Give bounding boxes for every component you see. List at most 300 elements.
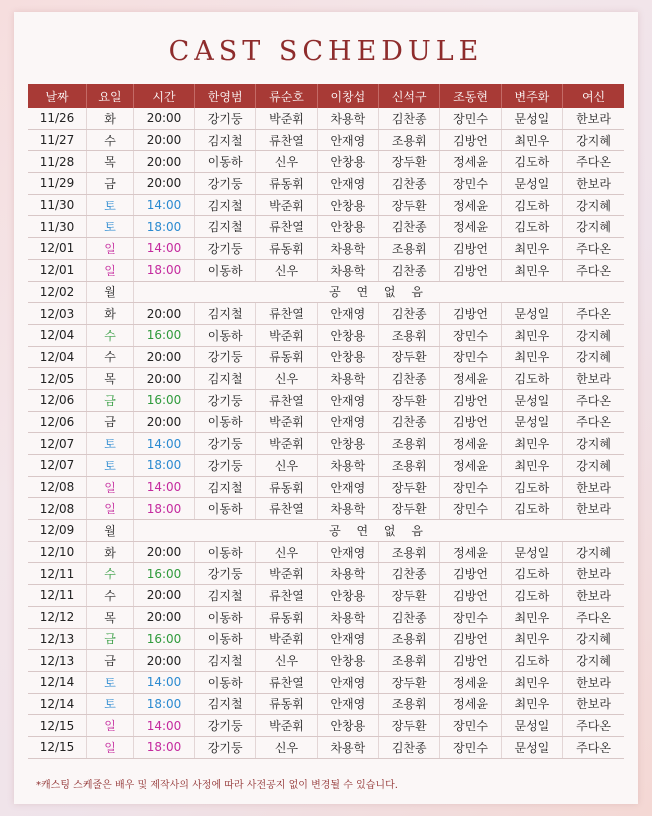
cast-cell: 이동하 bbox=[195, 324, 256, 346]
cast-cell: 김지철 bbox=[195, 476, 256, 498]
cast-cell: 문성일 bbox=[501, 389, 562, 411]
cast-cell: 김찬종 bbox=[379, 216, 440, 238]
cast-cell: 강지혜 bbox=[563, 324, 624, 346]
cast-cell: 차용학 bbox=[317, 368, 378, 390]
cast-cell: 박준휘 bbox=[256, 628, 317, 650]
cast-cell: 장두환 bbox=[379, 585, 440, 607]
cast-cell: 차용학 bbox=[317, 736, 378, 758]
date-cell: 12/01 bbox=[28, 238, 87, 260]
table-row bbox=[28, 194, 624, 216]
cast-cell: 안창용 bbox=[317, 715, 378, 737]
cast-cell: 장민수 bbox=[440, 108, 501, 129]
day-cell: 일 bbox=[87, 715, 134, 737]
cast-cell: 강지혜 bbox=[563, 455, 624, 477]
cast-cell: 강기둥 bbox=[195, 346, 256, 368]
cast-cell: 이동하 bbox=[195, 498, 256, 520]
cast-cell: 한보라 bbox=[563, 173, 624, 195]
day-cell: 토 bbox=[87, 671, 134, 693]
cast-cell: 강지혜 bbox=[563, 194, 624, 216]
cast-cell: 조용휘 bbox=[379, 433, 440, 455]
schedule-card bbox=[14, 12, 638, 804]
cast-cell: 류찬열 bbox=[256, 389, 317, 411]
cast-cell: 신우 bbox=[256, 650, 317, 672]
time-cell: 14:00 bbox=[134, 433, 195, 455]
cast-cell: 주다온 bbox=[563, 389, 624, 411]
table-row bbox=[28, 563, 624, 585]
cast-cell: 김방언 bbox=[440, 129, 501, 151]
cast-cell: 강지혜 bbox=[563, 216, 624, 238]
cast-cell: 안창용 bbox=[317, 433, 378, 455]
cast-cell: 문성일 bbox=[501, 303, 562, 325]
table-row bbox=[28, 628, 624, 650]
table-row bbox=[28, 650, 624, 672]
cast-cell: 김도하 bbox=[501, 476, 562, 498]
cast-cell: 류찬열 bbox=[256, 216, 317, 238]
no-show-cell: 공 연 없 음 bbox=[134, 281, 625, 303]
cast-cell: 김찬종 bbox=[379, 303, 440, 325]
cast-cell: 김도하 bbox=[501, 194, 562, 216]
table-row bbox=[28, 238, 624, 260]
date-cell: 12/08 bbox=[28, 498, 87, 520]
table-header-row bbox=[28, 84, 624, 108]
cast-cell: 김지철 bbox=[195, 129, 256, 151]
date-cell: 12/15 bbox=[28, 715, 87, 737]
time-cell: 20:00 bbox=[134, 585, 195, 607]
table-row bbox=[28, 606, 624, 628]
day-cell: 토 bbox=[87, 433, 134, 455]
time-cell: 16:00 bbox=[134, 563, 195, 585]
table-row bbox=[28, 715, 624, 737]
time-cell: 18:00 bbox=[134, 498, 195, 520]
table-row bbox=[28, 324, 624, 346]
cast-cell: 차용학 bbox=[317, 259, 378, 281]
cast-cell: 신우 bbox=[256, 151, 317, 173]
time-cell: 14:00 bbox=[134, 238, 195, 260]
cast-cell: 김도하 bbox=[501, 151, 562, 173]
cast-schedule-table bbox=[28, 84, 624, 759]
cast-cell: 강기둥 bbox=[195, 238, 256, 260]
cast-cell: 한보라 bbox=[563, 108, 624, 129]
cast-cell: 김도하 bbox=[501, 498, 562, 520]
time-cell: 20:00 bbox=[134, 129, 195, 151]
cast-cell: 정세윤 bbox=[440, 541, 501, 563]
table-row bbox=[28, 303, 624, 325]
cast-cell: 김방언 bbox=[440, 238, 501, 260]
day-cell: 목 bbox=[87, 368, 134, 390]
day-cell: 토 bbox=[87, 693, 134, 715]
cast-cell: 장민수 bbox=[440, 715, 501, 737]
cast-cell: 한보라 bbox=[563, 563, 624, 585]
cast-cell: 류찬열 bbox=[256, 498, 317, 520]
cast-cell: 안재영 bbox=[317, 541, 378, 563]
table-row bbox=[28, 411, 624, 433]
cast-cell: 강기둥 bbox=[195, 736, 256, 758]
time-cell: 20:00 bbox=[134, 346, 195, 368]
cast-cell: 문성일 bbox=[501, 108, 562, 129]
cast-cell: 김찬종 bbox=[379, 259, 440, 281]
day-cell: 일 bbox=[87, 476, 134, 498]
cast-cell: 김도하 bbox=[501, 650, 562, 672]
cast-cell: 조용휘 bbox=[379, 541, 440, 563]
cast-cell: 강기둥 bbox=[195, 563, 256, 585]
cast-cell: 류동휘 bbox=[256, 476, 317, 498]
time-cell: 14:00 bbox=[134, 715, 195, 737]
date-cell: 11/30 bbox=[28, 194, 87, 216]
time-cell: 16:00 bbox=[134, 628, 195, 650]
cast-cell: 안창용 bbox=[317, 151, 378, 173]
table-row bbox=[28, 281, 624, 303]
cast-cell: 차용학 bbox=[317, 108, 378, 129]
cast-cell: 안재영 bbox=[317, 411, 378, 433]
cast-cell: 최민우 bbox=[501, 259, 562, 281]
cast-cell: 차용학 bbox=[317, 238, 378, 260]
cast-cell: 강기둥 bbox=[195, 455, 256, 477]
date-cell: 12/14 bbox=[28, 671, 87, 693]
table-row bbox=[28, 541, 624, 563]
cast-cell: 조용휘 bbox=[379, 628, 440, 650]
cast-cell: 장민수 bbox=[440, 606, 501, 628]
date-cell: 12/11 bbox=[28, 585, 87, 607]
cast-cell: 조용휘 bbox=[379, 693, 440, 715]
day-cell: 일 bbox=[87, 238, 134, 260]
header-actor-2: 류순호 bbox=[256, 84, 317, 108]
day-cell: 화 bbox=[87, 303, 134, 325]
table-row bbox=[28, 585, 624, 607]
table-row bbox=[28, 520, 624, 542]
cast-cell: 한보라 bbox=[563, 585, 624, 607]
cast-cell: 정세윤 bbox=[440, 693, 501, 715]
cast-cell: 강기둥 bbox=[195, 173, 256, 195]
day-cell: 금 bbox=[87, 411, 134, 433]
date-cell: 12/08 bbox=[28, 476, 87, 498]
cast-cell: 류동휘 bbox=[256, 173, 317, 195]
cast-cell: 강지혜 bbox=[563, 433, 624, 455]
time-cell: 14:00 bbox=[134, 476, 195, 498]
table-row bbox=[28, 433, 624, 455]
header-actor-1: 한영범 bbox=[195, 84, 256, 108]
cast-cell: 문성일 bbox=[501, 411, 562, 433]
table-row bbox=[28, 455, 624, 477]
cast-cell: 장두환 bbox=[379, 346, 440, 368]
date-cell: 11/26 bbox=[28, 108, 87, 129]
cast-cell: 조용휘 bbox=[379, 129, 440, 151]
cast-cell: 안재영 bbox=[317, 303, 378, 325]
date-cell: 11/30 bbox=[28, 216, 87, 238]
cast-cell: 최민우 bbox=[501, 129, 562, 151]
time-cell: 20:00 bbox=[134, 411, 195, 433]
cast-cell: 한보라 bbox=[563, 368, 624, 390]
date-cell: 12/03 bbox=[28, 303, 87, 325]
cast-cell: 김방언 bbox=[440, 411, 501, 433]
time-cell: 20:00 bbox=[134, 368, 195, 390]
cast-cell: 정세윤 bbox=[440, 151, 501, 173]
cast-cell: 이동하 bbox=[195, 411, 256, 433]
cast-cell: 강기둥 bbox=[195, 108, 256, 129]
cast-cell: 정세윤 bbox=[440, 455, 501, 477]
cast-cell: 박준휘 bbox=[256, 563, 317, 585]
cast-cell: 안재영 bbox=[317, 671, 378, 693]
time-cell: 20:00 bbox=[134, 303, 195, 325]
day-cell: 수 bbox=[87, 585, 134, 607]
cast-cell: 차용학 bbox=[317, 606, 378, 628]
cast-cell: 장민수 bbox=[440, 173, 501, 195]
day-cell: 금 bbox=[87, 389, 134, 411]
table-row bbox=[28, 368, 624, 390]
cast-cell: 김찬종 bbox=[379, 563, 440, 585]
cast-cell: 박준휘 bbox=[256, 324, 317, 346]
time-cell: 18:00 bbox=[134, 455, 195, 477]
cast-cell: 장민수 bbox=[440, 324, 501, 346]
time-cell: 18:00 bbox=[134, 736, 195, 758]
date-cell: 12/07 bbox=[28, 433, 87, 455]
date-cell: 11/27 bbox=[28, 129, 87, 151]
day-cell: 금 bbox=[87, 650, 134, 672]
table-row bbox=[28, 389, 624, 411]
date-cell: 12/06 bbox=[28, 411, 87, 433]
day-cell: 금 bbox=[87, 173, 134, 195]
cast-cell: 장두환 bbox=[379, 151, 440, 173]
header-actor-5: 조동현 bbox=[440, 84, 501, 108]
time-cell: 16:00 bbox=[134, 389, 195, 411]
cast-cell: 김도하 bbox=[501, 563, 562, 585]
time-cell: 18:00 bbox=[134, 216, 195, 238]
cast-cell: 안재영 bbox=[317, 476, 378, 498]
cast-cell: 문성일 bbox=[501, 736, 562, 758]
cast-cell: 신우 bbox=[256, 368, 317, 390]
cast-cell: 한보라 bbox=[563, 498, 624, 520]
cast-cell: 강지혜 bbox=[563, 129, 624, 151]
time-cell: 20:00 bbox=[134, 151, 195, 173]
cast-cell: 안재영 bbox=[317, 129, 378, 151]
date-cell: 12/04 bbox=[28, 324, 87, 346]
cast-cell: 이동하 bbox=[195, 541, 256, 563]
cast-cell: 장민수 bbox=[440, 346, 501, 368]
cast-cell: 류찬열 bbox=[256, 671, 317, 693]
day-cell: 수 bbox=[87, 129, 134, 151]
cast-cell: 김도하 bbox=[501, 216, 562, 238]
cast-cell: 주다온 bbox=[563, 238, 624, 260]
cast-cell: 김방언 bbox=[440, 303, 501, 325]
cast-cell: 김방언 bbox=[440, 585, 501, 607]
cast-cell: 김지철 bbox=[195, 194, 256, 216]
cast-cell: 최민우 bbox=[501, 693, 562, 715]
cast-cell: 박준휘 bbox=[256, 411, 317, 433]
date-cell: 11/28 bbox=[28, 151, 87, 173]
day-cell: 금 bbox=[87, 628, 134, 650]
cast-cell: 김지철 bbox=[195, 585, 256, 607]
date-cell: 12/05 bbox=[28, 368, 87, 390]
cast-cell: 한보라 bbox=[563, 671, 624, 693]
day-cell: 수 bbox=[87, 324, 134, 346]
cast-cell: 강지혜 bbox=[563, 650, 624, 672]
time-cell: 18:00 bbox=[134, 259, 195, 281]
cast-cell: 안창용 bbox=[317, 346, 378, 368]
cast-cell: 김도하 bbox=[501, 585, 562, 607]
cast-cell: 최민우 bbox=[501, 346, 562, 368]
table-row bbox=[28, 151, 624, 173]
cast-cell: 문성일 bbox=[501, 715, 562, 737]
cast-cell: 정세윤 bbox=[440, 671, 501, 693]
cast-cell: 강지혜 bbox=[563, 628, 624, 650]
cast-cell: 한보라 bbox=[563, 476, 624, 498]
cast-cell: 김방언 bbox=[440, 563, 501, 585]
cast-cell: 김도하 bbox=[501, 368, 562, 390]
cast-cell: 안창용 bbox=[317, 650, 378, 672]
date-cell: 12/12 bbox=[28, 606, 87, 628]
cast-cell: 강기둥 bbox=[195, 433, 256, 455]
day-cell: 수 bbox=[87, 563, 134, 585]
cast-cell: 장민수 bbox=[440, 498, 501, 520]
day-cell: 목 bbox=[87, 151, 134, 173]
cast-cell: 주다온 bbox=[563, 736, 624, 758]
cast-cell: 강기둥 bbox=[195, 715, 256, 737]
time-cell: 20:00 bbox=[134, 173, 195, 195]
cast-cell: 김지철 bbox=[195, 650, 256, 672]
date-cell: 11/29 bbox=[28, 173, 87, 195]
table-row bbox=[28, 259, 624, 281]
cast-cell: 조용휘 bbox=[379, 238, 440, 260]
no-show-cell: 공 연 없 음 bbox=[134, 520, 625, 542]
cast-cell: 조용휘 bbox=[379, 324, 440, 346]
time-cell: 20:00 bbox=[134, 606, 195, 628]
cast-cell: 강지혜 bbox=[563, 541, 624, 563]
day-cell: 수 bbox=[87, 346, 134, 368]
cast-cell: 최민우 bbox=[501, 238, 562, 260]
cast-cell: 이동하 bbox=[195, 151, 256, 173]
cast-cell: 박준휘 bbox=[256, 194, 317, 216]
time-cell: 14:00 bbox=[134, 671, 195, 693]
cast-cell: 정세윤 bbox=[440, 194, 501, 216]
table-row bbox=[28, 476, 624, 498]
cast-cell: 김찬종 bbox=[379, 108, 440, 129]
time-cell: 20:00 bbox=[134, 108, 195, 129]
date-cell: 12/14 bbox=[28, 693, 87, 715]
header-actor-4: 신석구 bbox=[379, 84, 440, 108]
cast-cell: 신우 bbox=[256, 259, 317, 281]
cast-cell: 박준휘 bbox=[256, 433, 317, 455]
table-row bbox=[28, 346, 624, 368]
day-cell: 월 bbox=[87, 520, 134, 542]
cast-cell: 장두환 bbox=[379, 476, 440, 498]
table-row bbox=[28, 736, 624, 758]
cast-cell: 류찬열 bbox=[256, 303, 317, 325]
cast-cell: 최민우 bbox=[501, 324, 562, 346]
cast-cell: 안재영 bbox=[317, 389, 378, 411]
casting-note: *캐스팅 스케줄은 배우 및 제작사의 사정에 따라 사전공지 없이 변경될 수 있습니다. bbox=[36, 780, 398, 791]
cast-cell: 주다온 bbox=[563, 303, 624, 325]
cast-cell: 김찬종 bbox=[379, 173, 440, 195]
cast-cell: 이동하 bbox=[195, 606, 256, 628]
cast-cell: 류찬열 bbox=[256, 585, 317, 607]
table-row bbox=[28, 693, 624, 715]
cast-cell: 류동휘 bbox=[256, 693, 317, 715]
cast-cell: 이동하 bbox=[195, 628, 256, 650]
day-cell: 화 bbox=[87, 108, 134, 129]
cast-cell: 안재영 bbox=[317, 628, 378, 650]
cast-cell: 김방언 bbox=[440, 628, 501, 650]
cast-cell: 장두환 bbox=[379, 671, 440, 693]
cast-cell: 신우 bbox=[256, 455, 317, 477]
cast-cell: 김찬종 bbox=[379, 368, 440, 390]
cast-cell: 주다온 bbox=[563, 411, 624, 433]
cast-cell: 류동휘 bbox=[256, 606, 317, 628]
date-cell: 12/04 bbox=[28, 346, 87, 368]
header-time: 시간 bbox=[134, 84, 195, 108]
header-actor-7: 여신 bbox=[563, 84, 624, 108]
cast-cell: 김방언 bbox=[440, 389, 501, 411]
cast-cell: 박준휘 bbox=[256, 108, 317, 129]
cast-cell: 최민우 bbox=[501, 433, 562, 455]
cast-cell: 안재영 bbox=[317, 173, 378, 195]
cast-cell: 문성일 bbox=[501, 541, 562, 563]
cast-cell: 안재영 bbox=[317, 693, 378, 715]
cast-cell: 류동휘 bbox=[256, 238, 317, 260]
date-cell: 12/13 bbox=[28, 650, 87, 672]
table-row bbox=[28, 173, 624, 195]
cast-cell: 강지혜 bbox=[563, 346, 624, 368]
cast-cell: 장민수 bbox=[440, 476, 501, 498]
cast-cell: 신우 bbox=[256, 736, 317, 758]
cast-cell: 류동휘 bbox=[256, 346, 317, 368]
date-cell: 12/09 bbox=[28, 520, 87, 542]
cast-cell: 김지철 bbox=[195, 303, 256, 325]
cast-cell: 한보라 bbox=[563, 693, 624, 715]
cast-cell: 류찬열 bbox=[256, 129, 317, 151]
page-title: CAST SCHEDULE bbox=[168, 36, 484, 67]
table-row bbox=[28, 671, 624, 693]
cast-cell: 문성일 bbox=[501, 173, 562, 195]
day-cell: 토 bbox=[87, 194, 134, 216]
cast-cell: 주다온 bbox=[563, 151, 624, 173]
header-day: 요일 bbox=[87, 84, 134, 108]
table-row bbox=[28, 129, 624, 151]
cast-cell: 조용휘 bbox=[379, 650, 440, 672]
cast-cell: 안창용 bbox=[317, 324, 378, 346]
cast-cell: 차용학 bbox=[317, 498, 378, 520]
cast-cell: 장두환 bbox=[379, 498, 440, 520]
date-cell: 12/01 bbox=[28, 259, 87, 281]
cast-cell: 최민우 bbox=[501, 671, 562, 693]
cast-cell: 강기둥 bbox=[195, 389, 256, 411]
cast-cell: 최민우 bbox=[501, 455, 562, 477]
cast-cell: 안창용 bbox=[317, 216, 378, 238]
date-cell: 12/02 bbox=[28, 281, 87, 303]
day-cell: 토 bbox=[87, 216, 134, 238]
cast-cell: 장민수 bbox=[440, 736, 501, 758]
time-cell: 20:00 bbox=[134, 650, 195, 672]
cast-cell: 박준휘 bbox=[256, 715, 317, 737]
cast-cell: 최민우 bbox=[501, 628, 562, 650]
cast-cell: 김지철 bbox=[195, 216, 256, 238]
cast-cell: 주다온 bbox=[563, 606, 624, 628]
cast-cell: 이동하 bbox=[195, 259, 256, 281]
time-cell: 14:00 bbox=[134, 194, 195, 216]
day-cell: 화 bbox=[87, 541, 134, 563]
cast-cell: 차용학 bbox=[317, 563, 378, 585]
date-cell: 12/15 bbox=[28, 736, 87, 758]
day-cell: 월 bbox=[87, 281, 134, 303]
date-cell: 12/06 bbox=[28, 389, 87, 411]
cast-cell: 이동하 bbox=[195, 671, 256, 693]
date-cell: 12/13 bbox=[28, 628, 87, 650]
cast-cell: 김방언 bbox=[440, 259, 501, 281]
cast-cell: 김지철 bbox=[195, 368, 256, 390]
cast-cell: 김찬종 bbox=[379, 606, 440, 628]
cast-cell: 조용휘 bbox=[379, 455, 440, 477]
day-cell: 일 bbox=[87, 736, 134, 758]
cast-cell: 장두환 bbox=[379, 194, 440, 216]
day-cell: 일 bbox=[87, 498, 134, 520]
